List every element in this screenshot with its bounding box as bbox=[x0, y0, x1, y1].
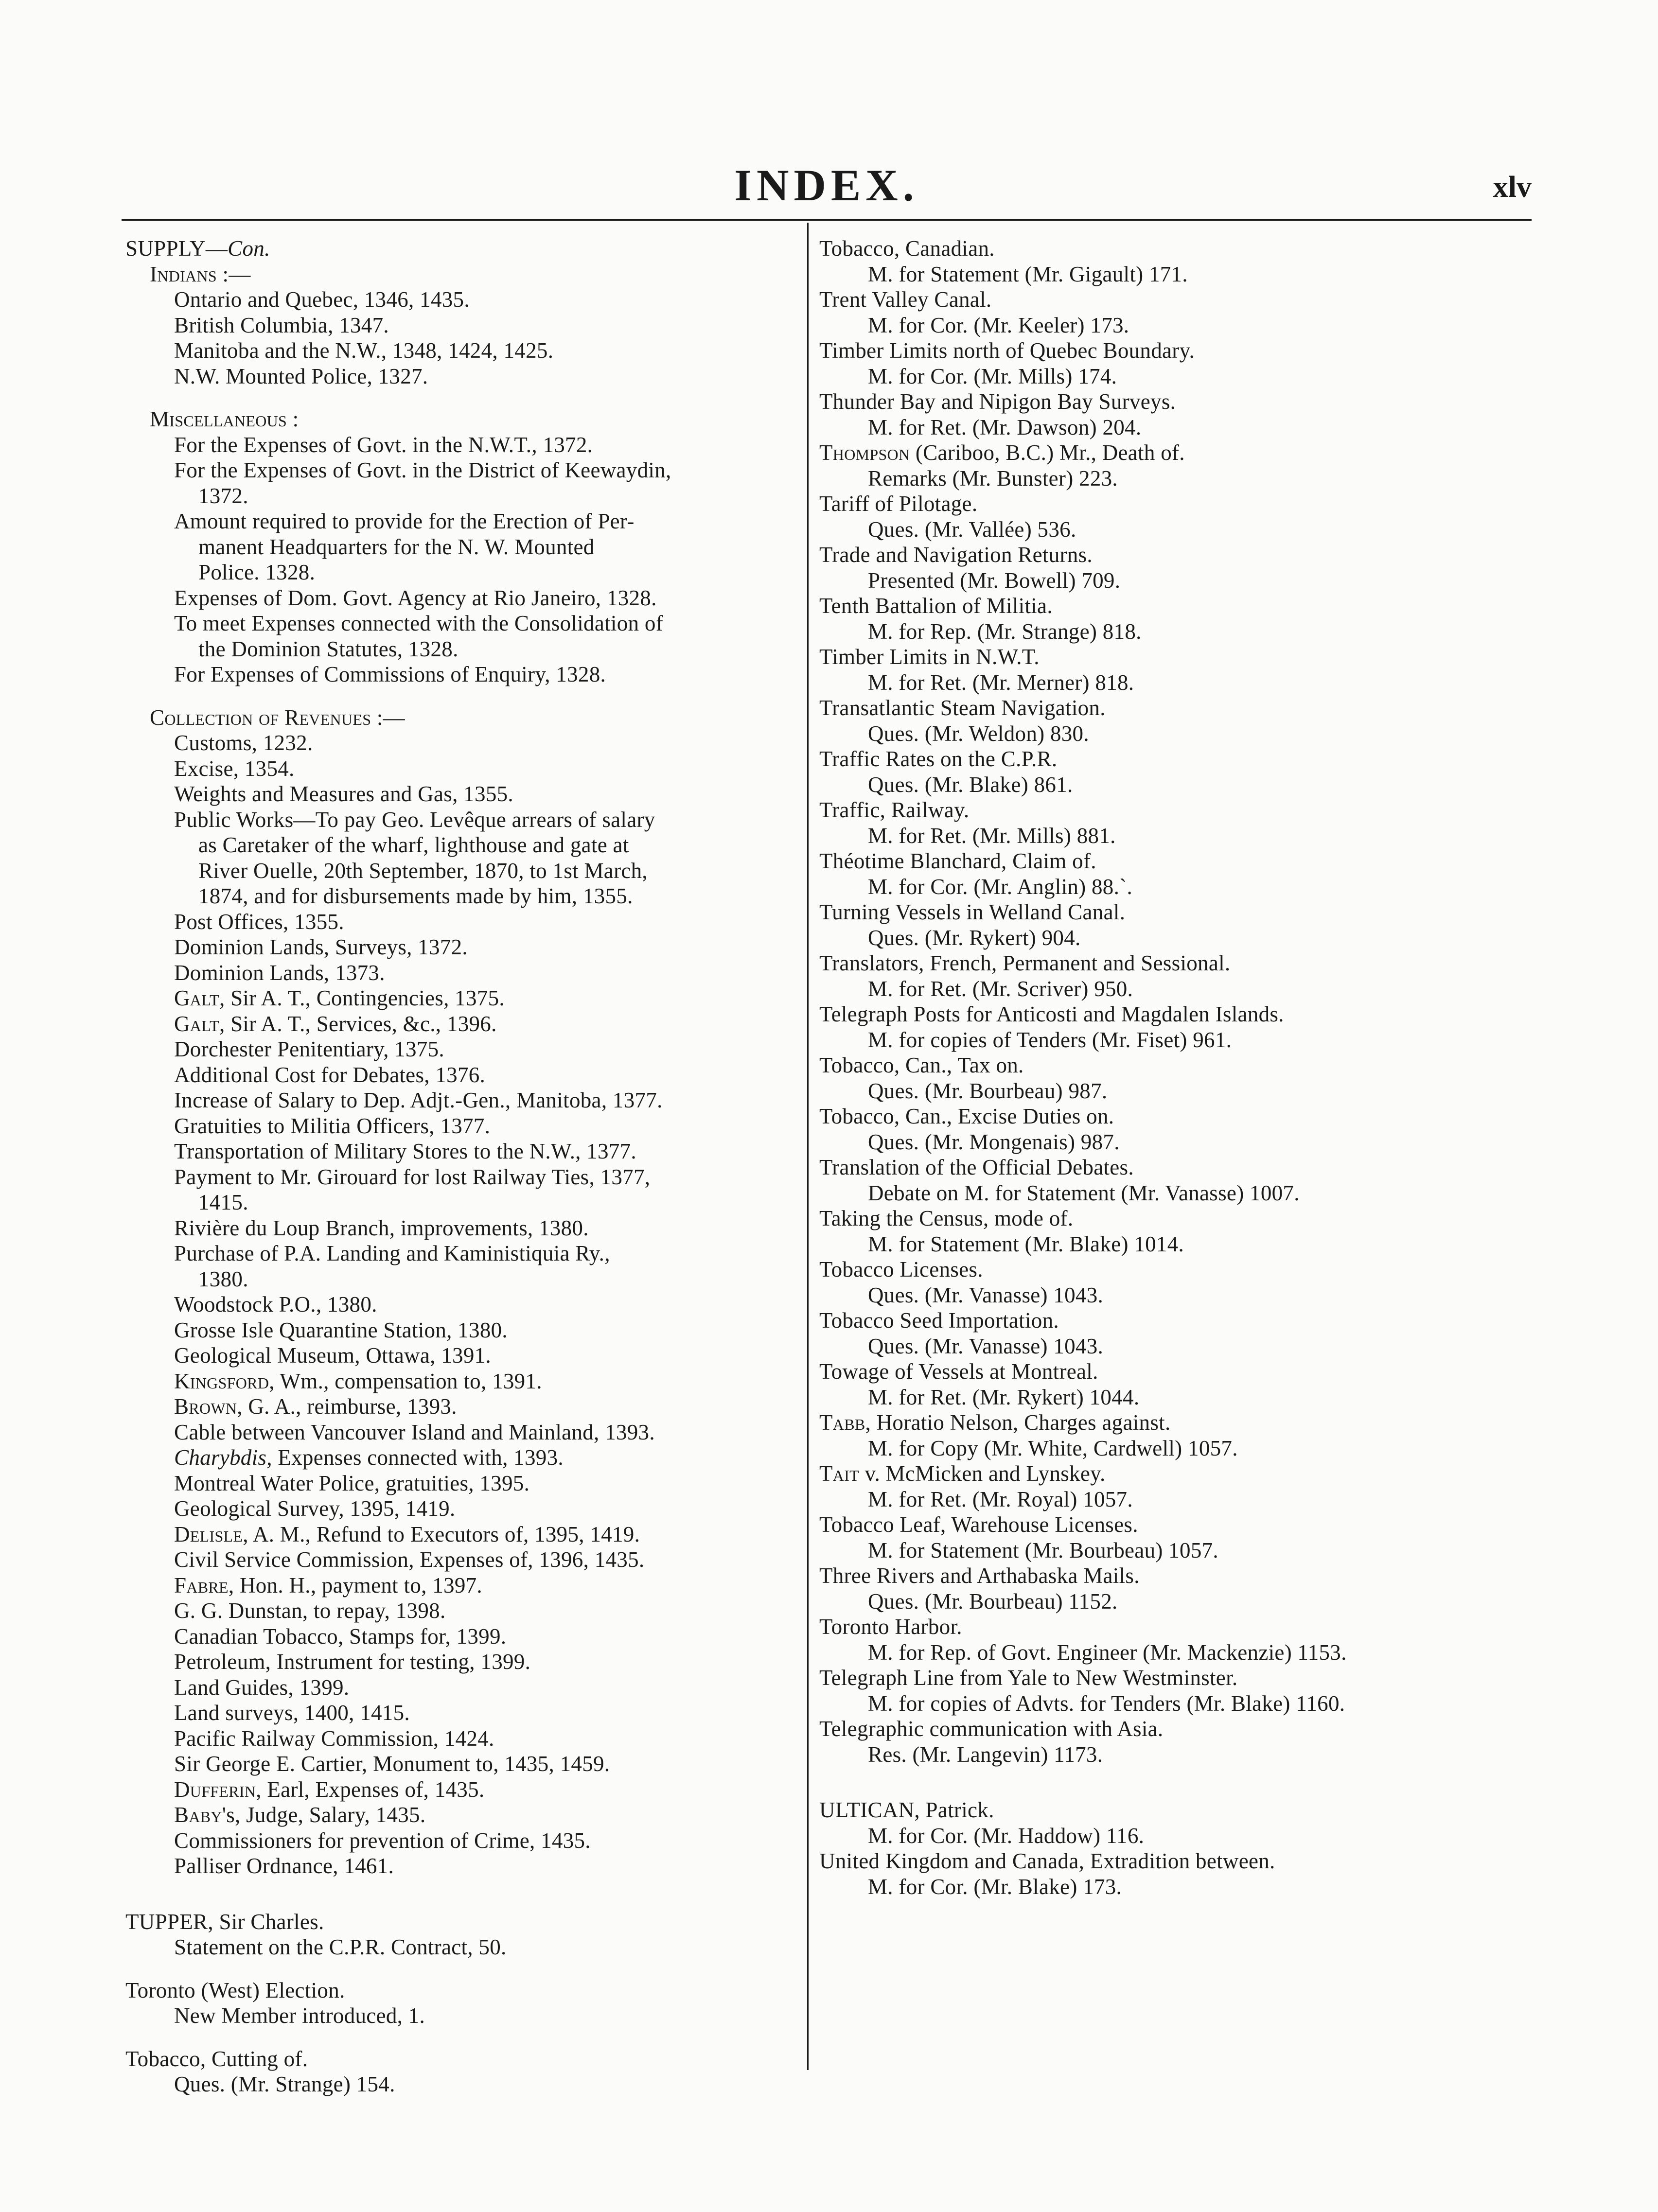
index-entry bbox=[125, 1445, 799, 1471]
entry-text: Post Offices, 1355. bbox=[174, 909, 344, 934]
index-entry bbox=[125, 457, 799, 483]
index-entry bbox=[125, 909, 799, 935]
entry-text: Taking the Census, mode of. bbox=[819, 1206, 1074, 1230]
page-number: xlv bbox=[1493, 171, 1532, 204]
index-heading bbox=[125, 1978, 799, 2003]
index-entry bbox=[125, 1113, 799, 1139]
index-entry bbox=[819, 1742, 1532, 1768]
entry-text: Traffic Rates on the C.P.R. bbox=[819, 747, 1058, 771]
entry-text: N.W. Mounted Police, 1327. bbox=[174, 364, 428, 388]
entry-text: Ques. (Mr. Weldon) 830. bbox=[868, 721, 1089, 746]
entry-name: Thompson bbox=[819, 440, 910, 465]
entry-text: Trade and Navigation Returns. bbox=[819, 543, 1093, 567]
index-entry bbox=[125, 781, 799, 807]
index-entry bbox=[125, 2003, 799, 2029]
entry-text: United Kingdom and Canada, Extradition between. bbox=[819, 1849, 1275, 1873]
entry-text: Collection of Revenues :— bbox=[150, 705, 405, 730]
index-entry bbox=[125, 287, 799, 313]
index-entry bbox=[125, 1011, 799, 1037]
index-entry bbox=[819, 415, 1532, 440]
index-entry bbox=[125, 1675, 799, 1701]
index-heading bbox=[819, 1155, 1532, 1180]
entry-text: Weights and Measures and Gas, 1355. bbox=[174, 782, 513, 806]
entry-text: Timber Limits in N.W.T. bbox=[819, 645, 1040, 669]
index-entry bbox=[125, 1088, 799, 1113]
index-heading bbox=[819, 389, 1532, 415]
column-divider bbox=[807, 223, 809, 2070]
index-heading bbox=[819, 1104, 1532, 1129]
entry-text: 's, Judge, Salary, 1435. bbox=[222, 1803, 426, 1827]
entry-text: Tobacco, Canadian. bbox=[819, 236, 995, 261]
entry-name: Baby bbox=[174, 1803, 222, 1827]
entry-text: Land Guides, 1399. bbox=[174, 1675, 350, 1700]
index-entry bbox=[125, 364, 799, 389]
index-entry bbox=[819, 1282, 1532, 1308]
entry-text: Petroleum, Instrument for testing, 1399. bbox=[174, 1650, 531, 1674]
entry-text: Customs, 1232. bbox=[174, 731, 313, 755]
index-entry bbox=[819, 772, 1532, 798]
entry-text: New Member introduced, 1. bbox=[174, 2003, 425, 2028]
index-entry bbox=[125, 560, 799, 585]
entry-text: Grosse Isle Quarantine Station, 1380. bbox=[174, 1317, 508, 1342]
entry-text: Toronto Harbor. bbox=[819, 1615, 962, 1639]
index-column-right bbox=[819, 236, 1532, 1899]
index-entry bbox=[125, 585, 799, 611]
index-entry bbox=[125, 338, 799, 364]
entry-text: Ques. (Mr. Vallée) 536. bbox=[868, 517, 1076, 542]
entry-name: Brown bbox=[174, 1394, 237, 1419]
entry-text: Tobacco, Can., Excise Duties on. bbox=[819, 1104, 1114, 1128]
index-entry bbox=[125, 1471, 799, 1496]
index-entry bbox=[125, 985, 799, 1011]
index-heading bbox=[125, 1909, 799, 1935]
index-entry bbox=[819, 364, 1532, 389]
index-heading bbox=[819, 695, 1532, 721]
entry-text: the Dominion Statutes, 1328. bbox=[198, 636, 459, 661]
entry-text: Ques. (Mr. Bourbeau) 1152. bbox=[868, 1589, 1118, 1614]
index-entry bbox=[819, 1589, 1532, 1615]
index-entry bbox=[125, 1853, 799, 1879]
entry-text: M. for Cor. (Mr. Haddow) 116. bbox=[868, 1823, 1145, 1848]
index-heading bbox=[819, 950, 1532, 976]
entry-text: Ques. (Mr. Vanasse) 1043. bbox=[868, 1334, 1104, 1358]
index-heading bbox=[819, 287, 1532, 313]
index-entry bbox=[125, 1522, 799, 1547]
index-entry bbox=[125, 1420, 799, 1445]
entry-text: ULTICAN, Patrick. bbox=[819, 1798, 994, 1822]
entry-text: Woodstock P.O., 1380. bbox=[174, 1292, 377, 1317]
index-heading bbox=[819, 593, 1532, 619]
entry-name: Delisle bbox=[174, 1522, 243, 1546]
index-entry bbox=[125, 483, 799, 509]
entry-text: Geological Survey, 1395, 1419. bbox=[174, 1496, 456, 1521]
index-entry bbox=[125, 1215, 799, 1241]
index-entry bbox=[819, 1129, 1532, 1155]
index-heading bbox=[819, 1053, 1532, 1078]
index-entry bbox=[125, 807, 799, 833]
index-entry bbox=[125, 1700, 799, 1726]
index-heading bbox=[819, 644, 1532, 670]
index-entry bbox=[819, 1180, 1532, 1206]
entry-spacer bbox=[819, 1767, 1532, 1797]
entry-spacer bbox=[125, 1879, 799, 1909]
index-heading bbox=[819, 1665, 1532, 1691]
entry-text: Public Works—To pay Geo. Levêque arrears of salary bbox=[174, 807, 655, 832]
entry-text: Statement on the C.P.R. Contract, 50. bbox=[174, 1935, 507, 1959]
index-entry bbox=[125, 934, 799, 960]
entry-name: Tabb bbox=[819, 1410, 865, 1435]
entry-text: Tenth Battalion of Militia. bbox=[819, 594, 1053, 618]
entry-text: Additional Cost for Debates, 1376. bbox=[174, 1062, 486, 1087]
entry-text: (Cariboo, B.C.) Mr., Death of. bbox=[910, 440, 1185, 465]
entry-text: Res. (Mr. Langevin) 1173. bbox=[868, 1742, 1103, 1767]
index-entry bbox=[125, 1496, 799, 1522]
entry-text: Payment to Mr. Girouard for lost Railway Ties, 1377, bbox=[174, 1164, 651, 1189]
index-entry bbox=[125, 960, 799, 986]
index-entry bbox=[819, 1640, 1532, 1666]
index-entry bbox=[125, 1573, 799, 1598]
entry-text: Excise, 1354. bbox=[174, 756, 295, 781]
entry-text: Toronto (West) Election. bbox=[125, 1978, 345, 2002]
entry-text: Telegraph Line from Yale to New Westminster. bbox=[819, 1666, 1238, 1690]
header-rule bbox=[122, 219, 1532, 221]
entry-text: 1372. bbox=[198, 483, 248, 508]
entry-text: M. for Rep. of Govt. Engineer (Mr. Mackenzie) 1153. bbox=[868, 1640, 1347, 1665]
entry-text: Telegraph Posts for Anticosti and Magdalen Islands. bbox=[819, 1002, 1284, 1026]
entry-text: Ques. (Mr. Vanasse) 1043. bbox=[868, 1282, 1104, 1307]
entry-text: Translation of the Official Debates. bbox=[819, 1155, 1134, 1179]
index-entry bbox=[125, 1317, 799, 1343]
entry-text: M. for Cor. (Mr. Keeler) 173. bbox=[868, 313, 1129, 337]
index-entry bbox=[125, 1751, 799, 1777]
entry-text: For the Expenses of Govt. in the District of Keewaydin, bbox=[174, 458, 671, 482]
entry-text: Presented (Mr. Bowell) 709. bbox=[868, 568, 1121, 593]
index-entry bbox=[819, 262, 1532, 287]
index-entry bbox=[125, 662, 799, 687]
index-entry bbox=[819, 517, 1532, 543]
index-entry bbox=[125, 1624, 799, 1650]
entry-text: , Sir A. T., Services, &c., 1396. bbox=[219, 1011, 497, 1036]
entry-text: Remarks (Mr. Bunster) 223. bbox=[868, 466, 1118, 491]
index-entry bbox=[125, 1649, 799, 1675]
index-entry bbox=[125, 1828, 799, 1854]
index-entry bbox=[125, 1062, 799, 1088]
entry-text: Ques. (Mr. Strange) 154. bbox=[174, 2072, 395, 2096]
index-entry bbox=[819, 1027, 1532, 1053]
index-entry bbox=[125, 1190, 799, 1215]
index-entry bbox=[125, 756, 799, 782]
index-entry bbox=[125, 1777, 799, 1803]
entry-text: , Earl, Expenses of, 1435. bbox=[256, 1777, 485, 1802]
index-entry bbox=[125, 730, 799, 756]
index-entry bbox=[125, 313, 799, 338]
entry-text: M. for Cor. (Mr. Mills) 174. bbox=[868, 364, 1117, 388]
entry-text: , Expenses connected with, 1393. bbox=[266, 1445, 564, 1470]
index-heading bbox=[819, 746, 1532, 772]
index-entry bbox=[125, 858, 799, 884]
index-entry bbox=[819, 874, 1532, 900]
index-heading bbox=[819, 236, 1532, 262]
entry-text: M. for Statement (Mr. Blake) 1014. bbox=[868, 1231, 1184, 1256]
index-entry bbox=[819, 925, 1532, 951]
entry-text: M. for Ret. (Mr. Dawson) 204. bbox=[868, 415, 1142, 439]
entry-text: , G. A., reimburse, 1393. bbox=[237, 1394, 457, 1419]
index-heading bbox=[125, 236, 799, 262]
entry-text: M. for copies of Tenders (Mr. Fiset) 961. bbox=[868, 1027, 1232, 1052]
index-entry bbox=[819, 1874, 1532, 1900]
entry-text: 1380. bbox=[198, 1266, 248, 1291]
index-heading bbox=[819, 1461, 1532, 1487]
index-entry bbox=[819, 1334, 1532, 1359]
index-entry bbox=[125, 1394, 799, 1420]
index-heading bbox=[819, 338, 1532, 364]
index-entry bbox=[125, 1343, 799, 1369]
entry-text: Miscellaneous : bbox=[150, 407, 299, 431]
entry-name: Kingsford bbox=[174, 1369, 269, 1393]
index-heading bbox=[819, 1308, 1532, 1334]
entry-text: TUPPER, Sir Charles. bbox=[125, 1909, 324, 1934]
entry-text: Sir George E. Cartier, Monument to, 1435, 1459. bbox=[174, 1752, 610, 1776]
entry-text: Ques. (Mr. Rykert) 904. bbox=[868, 925, 1081, 950]
index-entry bbox=[125, 509, 799, 534]
entry-name: Galt bbox=[174, 1011, 219, 1036]
entry-text: M. for Rep. (Mr. Strange) 818. bbox=[868, 619, 1142, 644]
index-entry bbox=[819, 1538, 1532, 1563]
entry-text: , Wm., compensation to, 1391. bbox=[269, 1369, 542, 1393]
page-title: INDEX. bbox=[734, 160, 919, 210]
index-heading bbox=[819, 491, 1532, 517]
entry-text: M. for Ret. (Mr. Mills) 881. bbox=[868, 823, 1116, 848]
entry-text: Dominion Lands, Surveys, 1372. bbox=[174, 935, 468, 959]
entry-text: Ques. (Mr. Blake) 861. bbox=[868, 772, 1073, 797]
index-column-left bbox=[125, 236, 799, 2097]
entry-text: River Ouelle, 20th September, 1870, to 1st March, bbox=[198, 858, 648, 883]
index-entry bbox=[819, 466, 1532, 492]
index-entry bbox=[125, 1598, 799, 1624]
entry-text: Manitoba and the N.W., 1348, 1424, 1425. bbox=[174, 338, 554, 363]
entry-text: Tobacco Licenses. bbox=[819, 1257, 983, 1282]
entry-text: Three Rivers and Arthabaska Mails. bbox=[819, 1563, 1140, 1588]
entry-text: Tobacco Seed Importation. bbox=[819, 1308, 1059, 1333]
page-header bbox=[122, 156, 1532, 214]
entry-text: Telegraphic communication with Asia. bbox=[819, 1717, 1164, 1741]
index-entry bbox=[125, 636, 799, 662]
index-entry bbox=[819, 1078, 1532, 1104]
index-heading bbox=[819, 1563, 1532, 1589]
index-entry bbox=[125, 432, 799, 458]
entry-name: Fabre bbox=[174, 1573, 229, 1598]
index-entry bbox=[125, 611, 799, 636]
entry-spacer bbox=[125, 2029, 799, 2046]
index-heading bbox=[819, 440, 1532, 466]
index-heading bbox=[819, 1848, 1532, 1874]
index-entry bbox=[819, 1823, 1532, 1849]
index-entry bbox=[819, 619, 1532, 645]
index-subheading bbox=[125, 705, 799, 731]
index-entry bbox=[125, 1726, 799, 1752]
entry-text: Dominion Lands, 1373. bbox=[174, 960, 385, 985]
entry-text: 1415. bbox=[198, 1190, 248, 1214]
index-entry bbox=[125, 534, 799, 560]
entry-text: Timber Limits north of Quebec Boundary. bbox=[819, 338, 1195, 363]
entry-text: Dorchester Penitentiary, 1375. bbox=[174, 1037, 444, 1061]
entry-text: Geological Museum, Ottawa, 1391. bbox=[174, 1343, 491, 1368]
entry-text: , Sir A. T., Contingencies, 1375. bbox=[219, 986, 505, 1010]
index-entry bbox=[819, 313, 1532, 338]
index-entry bbox=[819, 1385, 1532, 1410]
entry-text: Rivière du Loup Branch, improvements, 1380. bbox=[174, 1215, 589, 1240]
entry-text: British Columbia, 1347. bbox=[174, 313, 389, 337]
entry-text: Tobacco, Cutting of. bbox=[125, 2046, 308, 2071]
entry-text: M. for Statement (Mr. Bourbeau) 1057. bbox=[868, 1538, 1218, 1562]
entry-text: Ques. (Mr. Mongenais) 987. bbox=[868, 1129, 1120, 1154]
index-heading bbox=[819, 899, 1532, 925]
index-heading bbox=[819, 1797, 1532, 1823]
entry-name: Galt bbox=[174, 986, 219, 1010]
index-entry bbox=[125, 1241, 799, 1266]
entry-text: , A. M., Refund to Executors of, 1395, 1419. bbox=[243, 1522, 640, 1546]
index-heading bbox=[125, 2046, 799, 2072]
entry-name: Charybdis bbox=[174, 1445, 267, 1470]
entry-text: Amount required to provide for the Erection of Per- bbox=[174, 509, 635, 533]
entry-text: Palliser Ordnance, 1461. bbox=[174, 1854, 394, 1878]
index-entry bbox=[819, 823, 1532, 849]
entry-text: Cable between Vancouver Island and Mainland, 1393. bbox=[174, 1420, 655, 1444]
index-entry bbox=[125, 1547, 799, 1573]
entry-text: , Horatio Nelson, Charges against. bbox=[865, 1410, 1171, 1435]
entry-text: M. for Ret. (Mr. Royal) 1057. bbox=[868, 1487, 1133, 1511]
entry-text: Ques. (Mr. Bourbeau) 987. bbox=[868, 1078, 1108, 1103]
index-heading bbox=[819, 1512, 1532, 1538]
index-entry bbox=[125, 1934, 799, 1960]
entry-text: Canadian Tobacco, Stamps for, 1399. bbox=[174, 1624, 507, 1649]
entry-text: Expenses of Dom. Govt. Agency at Rio Janeiro, 1328. bbox=[174, 585, 657, 610]
entry-text: Pacific Railway Commission, 1424. bbox=[174, 1726, 494, 1751]
entry-text: , Hon. H., payment to, 1397. bbox=[228, 1573, 482, 1598]
index-heading bbox=[819, 1410, 1532, 1436]
entry-text: Thunder Bay and Nipigon Bay Surveys. bbox=[819, 389, 1176, 414]
entry-text: Land surveys, 1400, 1415. bbox=[174, 1701, 410, 1725]
entry-text: Indians :— bbox=[150, 262, 251, 286]
index-entry bbox=[819, 721, 1532, 747]
index-heading bbox=[819, 848, 1532, 874]
entry-text: Turning Vessels in Welland Canal. bbox=[819, 900, 1126, 924]
entry-text: M. for Cor. (Mr. Blake) 173. bbox=[868, 1874, 1122, 1899]
index-entry bbox=[125, 1164, 799, 1190]
index-entry bbox=[819, 568, 1532, 594]
entry-text: Gratuities to Militia Officers, 1377. bbox=[174, 1113, 491, 1138]
index-entry bbox=[819, 1487, 1532, 1512]
entry-text: M. for Copy (Mr. White, Cardwell) 1057. bbox=[868, 1436, 1238, 1460]
index-heading bbox=[819, 1614, 1532, 1640]
entry-text: Transportation of Military Stores to the N.W., 1377. bbox=[174, 1139, 636, 1163]
entry-name: Dufferin bbox=[174, 1777, 256, 1802]
index-heading bbox=[819, 797, 1532, 823]
entry-text: M. for Ret. (Mr. Merner) 818. bbox=[868, 670, 1134, 695]
index-entry bbox=[819, 670, 1532, 696]
entry-text: G. G. Dunstan, to repay, 1398. bbox=[174, 1598, 446, 1623]
index-entry bbox=[125, 1139, 799, 1164]
entry-text: Tariff of Pilotage. bbox=[819, 492, 978, 516]
index-entry bbox=[819, 976, 1532, 1002]
entry-text: M. for Statement (Mr. Gigault) 171. bbox=[868, 262, 1188, 286]
index-entry bbox=[125, 832, 799, 858]
entry-text: Trent Valley Canal. bbox=[819, 287, 992, 312]
index-entry bbox=[125, 1369, 799, 1394]
entry-text: Debate on M. for Statement (Mr. Vanasse) 1007. bbox=[868, 1180, 1300, 1205]
entry-text: To meet Expenses connected with the Consolidation of bbox=[174, 611, 663, 635]
index-heading bbox=[819, 1206, 1532, 1231]
entry-text: M. for copies of Advts. for Tenders (Mr. Blake) 1160. bbox=[868, 1691, 1345, 1716]
entry-text: Théotime Blanchard, Claim of. bbox=[819, 849, 1096, 873]
index-entry bbox=[819, 1436, 1532, 1461]
entry-text: SUPPLY— bbox=[125, 236, 228, 261]
index-heading bbox=[819, 542, 1532, 568]
entry-name: Tait bbox=[819, 1461, 860, 1486]
entry-text: 1874, and for disbursements made by him, 1355. bbox=[198, 884, 633, 908]
entry-text: M. for Ret. (Mr. Rykert) 1044. bbox=[868, 1385, 1140, 1409]
entry-text: Increase of Salary to Dep. Adjt.-Gen., Manitoba, 1377. bbox=[174, 1088, 663, 1112]
entry-spacer bbox=[125, 687, 799, 705]
entry-text: Ontario and Quebec, 1346, 1435. bbox=[174, 287, 470, 312]
entry-text: as Caretaker of the wharf, lighthouse and gate at bbox=[198, 833, 629, 857]
index-heading bbox=[819, 1359, 1532, 1385]
entry-text: Montreal Water Police, gratuities, 1395. bbox=[174, 1471, 530, 1495]
index-entry bbox=[125, 1036, 799, 1062]
entry-spacer bbox=[125, 1960, 799, 1978]
index-heading bbox=[819, 1001, 1532, 1027]
entry-text: M. for Cor. (Mr. Anglin) 88.`. bbox=[868, 874, 1132, 899]
entry-text: Tobacco, Can., Tax on. bbox=[819, 1053, 1024, 1077]
index-subheading bbox=[125, 406, 799, 432]
entry-continued: Con. bbox=[228, 236, 270, 261]
index-entry bbox=[819, 1231, 1532, 1257]
entry-text: Translators, French, Permanent and Sessional. bbox=[819, 951, 1231, 975]
index-entry bbox=[125, 1802, 799, 1828]
index-heading bbox=[819, 1257, 1532, 1282]
entry-text: Civil Service Commission, Expenses of, 1396, 1435. bbox=[174, 1547, 645, 1572]
entry-text: For Expenses of Commissions of Enquiry, 1328. bbox=[174, 662, 606, 686]
entry-text: Traffic, Railway. bbox=[819, 798, 970, 822]
entry-text: Commissioners for prevention of Crime, 1435. bbox=[174, 1828, 591, 1853]
entry-text: Transatlantic Steam Navigation. bbox=[819, 696, 1106, 720]
entry-text: v. McMicken and Lynskey. bbox=[859, 1461, 1106, 1486]
index-entry bbox=[819, 1691, 1532, 1717]
index-subheading bbox=[125, 262, 799, 287]
entry-text: Police. 1328. bbox=[198, 560, 316, 584]
index-entry bbox=[125, 883, 799, 909]
index-heading bbox=[819, 1716, 1532, 1742]
entry-text: For the Expenses of Govt. in the N.W.T., 1372. bbox=[174, 432, 593, 457]
index-entry bbox=[125, 1292, 799, 1317]
entry-text: M. for Ret. (Mr. Scriver) 950. bbox=[868, 976, 1133, 1001]
entry-text: Tobacco Leaf, Warehouse Licenses. bbox=[819, 1512, 1138, 1537]
entry-text: Towage of Vessels at Montreal. bbox=[819, 1359, 1098, 1384]
entry-text: Purchase of P.A. Landing and Kaministiquia Ry., bbox=[174, 1241, 610, 1265]
entry-text: manent Headquarters for the N. W. Mounted bbox=[198, 534, 595, 559]
index-entry bbox=[125, 2072, 799, 2097]
entry-spacer bbox=[125, 389, 799, 406]
index-entry bbox=[125, 1266, 799, 1292]
